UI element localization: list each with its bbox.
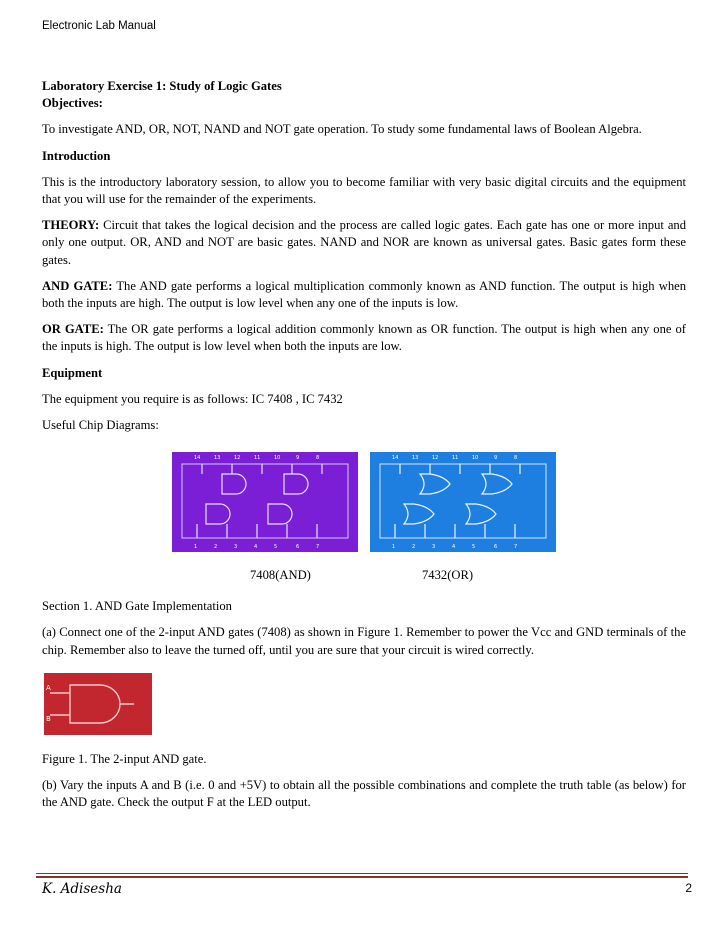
page-number: 2	[685, 881, 692, 895]
or-gate-label: OR GATE:	[42, 322, 104, 337]
page-footer	[42, 881, 692, 897]
figure1	[42, 659, 686, 751]
svg-text:B: B	[46, 714, 51, 723]
svg-text:A: A	[46, 683, 51, 692]
or-gate-paragraph	[42, 321, 686, 355]
svg-text:11: 11	[452, 455, 459, 462]
ic-7432-caption: 7432(OR)	[422, 568, 474, 583]
and-gate-text: The AND gate performs a logical multiplication commonly known as AND function. The output is high when both the inputs are high. The output is low level when any one of the inputs is low.	[42, 278, 686, 311]
objectives-heading: Objectives:	[42, 96, 103, 111]
section1-step-a: (a) Connect one of the 2-input AND gates (7408) as shown in Figure 1. Remember to power the Vcc and GND terminals of the chip. Remember also to leave the turned off, until you are sure that your circuit is wired correctly.	[42, 625, 686, 657]
svg-text:3: 3	[432, 544, 436, 551]
theory-paragraph	[42, 217, 686, 269]
svg-text:1: 1	[194, 544, 198, 551]
introduction-heading: Introduction	[42, 148, 111, 163]
svg-text:5: 5	[274, 544, 278, 551]
equipment-text: The equipment you require is as follows: IC 7408 , IC 7432	[42, 391, 343, 406]
and-gate-figure	[44, 673, 152, 735]
svg-text:7: 7	[316, 544, 320, 551]
svg-text:4: 4	[452, 544, 456, 551]
chip-diagrams	[42, 444, 686, 598]
theory-label: THEORY:	[42, 218, 100, 233]
equipment-heading: Equipment	[42, 365, 103, 380]
svg-text:4: 4	[254, 544, 258, 551]
footer-rule	[36, 873, 688, 878]
svg-text:13: 13	[412, 455, 419, 462]
running-header: Electronic Lab Manual	[42, 20, 156, 32]
svg-text:11: 11	[254, 455, 261, 462]
and-gate-label: AND GATE:	[42, 278, 113, 293]
footer-author: K. Adisesha	[42, 881, 122, 897]
svg-text:6: 6	[296, 544, 300, 551]
section1-heading: Section 1. AND Gate Implementation	[42, 599, 232, 614]
chip-diagrams-heading: Useful Chip Diagrams:	[42, 418, 159, 433]
svg-text:9: 9	[296, 455, 300, 462]
svg-text:10: 10	[472, 455, 479, 462]
figure1-caption: Figure 1. The 2-input AND gate.	[42, 751, 207, 766]
svg-text:12: 12	[432, 455, 439, 462]
theory-text: Circuit that takes the logical decision and the process are called logic gates. Each gate has one or more input and only one output. OR, AND and NOT are basic gates. NAND and NOR are known as universal gates. Basic gates form these gates.	[42, 218, 686, 267]
svg-text:12: 12	[234, 455, 241, 462]
or-gate-text: The OR gate performs a logical addition commonly known as OR function. The output is high when any one of the inputs is high. The output is low level when both the inputs are low.	[42, 322, 686, 354]
section1-step-b: (b) Vary the inputs A and B (i.e. 0 and +5V) to obtain all the possible combinations and complete the truth table (as below) for the AND gate. Check the output F at the LED output.	[42, 778, 686, 810]
svg-text:6: 6	[494, 544, 498, 551]
ic-7432-diagram	[370, 452, 556, 552]
exercise-title: Laboratory Exercise 1: Study of Logic Gates	[42, 79, 282, 93]
ic-7408-diagram	[172, 452, 358, 552]
svg-text:13: 13	[214, 455, 221, 462]
svg-text:2: 2	[412, 544, 416, 551]
svg-text:8: 8	[316, 455, 320, 462]
svg-text:7: 7	[514, 544, 518, 551]
svg-text:8: 8	[514, 455, 518, 462]
svg-text:2: 2	[214, 544, 218, 551]
svg-text:10: 10	[274, 455, 281, 462]
ic-7408-caption: 7408(AND)	[250, 568, 311, 583]
svg-text:1: 1	[392, 544, 396, 551]
svg-text:9: 9	[494, 455, 498, 462]
and-gate-paragraph	[42, 278, 686, 312]
objectives-text: To investigate AND, OR, NOT, NAND and NOT gate operation. To study some fundamental laws of Boolean Algebra.	[42, 122, 642, 137]
page-body	[42, 78, 686, 811]
svg-text:3: 3	[234, 544, 238, 551]
svg-text:5: 5	[472, 544, 476, 551]
svg-text:14: 14	[392, 455, 399, 462]
svg-text:14: 14	[194, 455, 201, 462]
introduction-text: This is the introductory laboratory session, to allow you to become familiar with very basic digital circuits and the equipment that you will use for the remainder of the experiments.	[42, 174, 686, 207]
